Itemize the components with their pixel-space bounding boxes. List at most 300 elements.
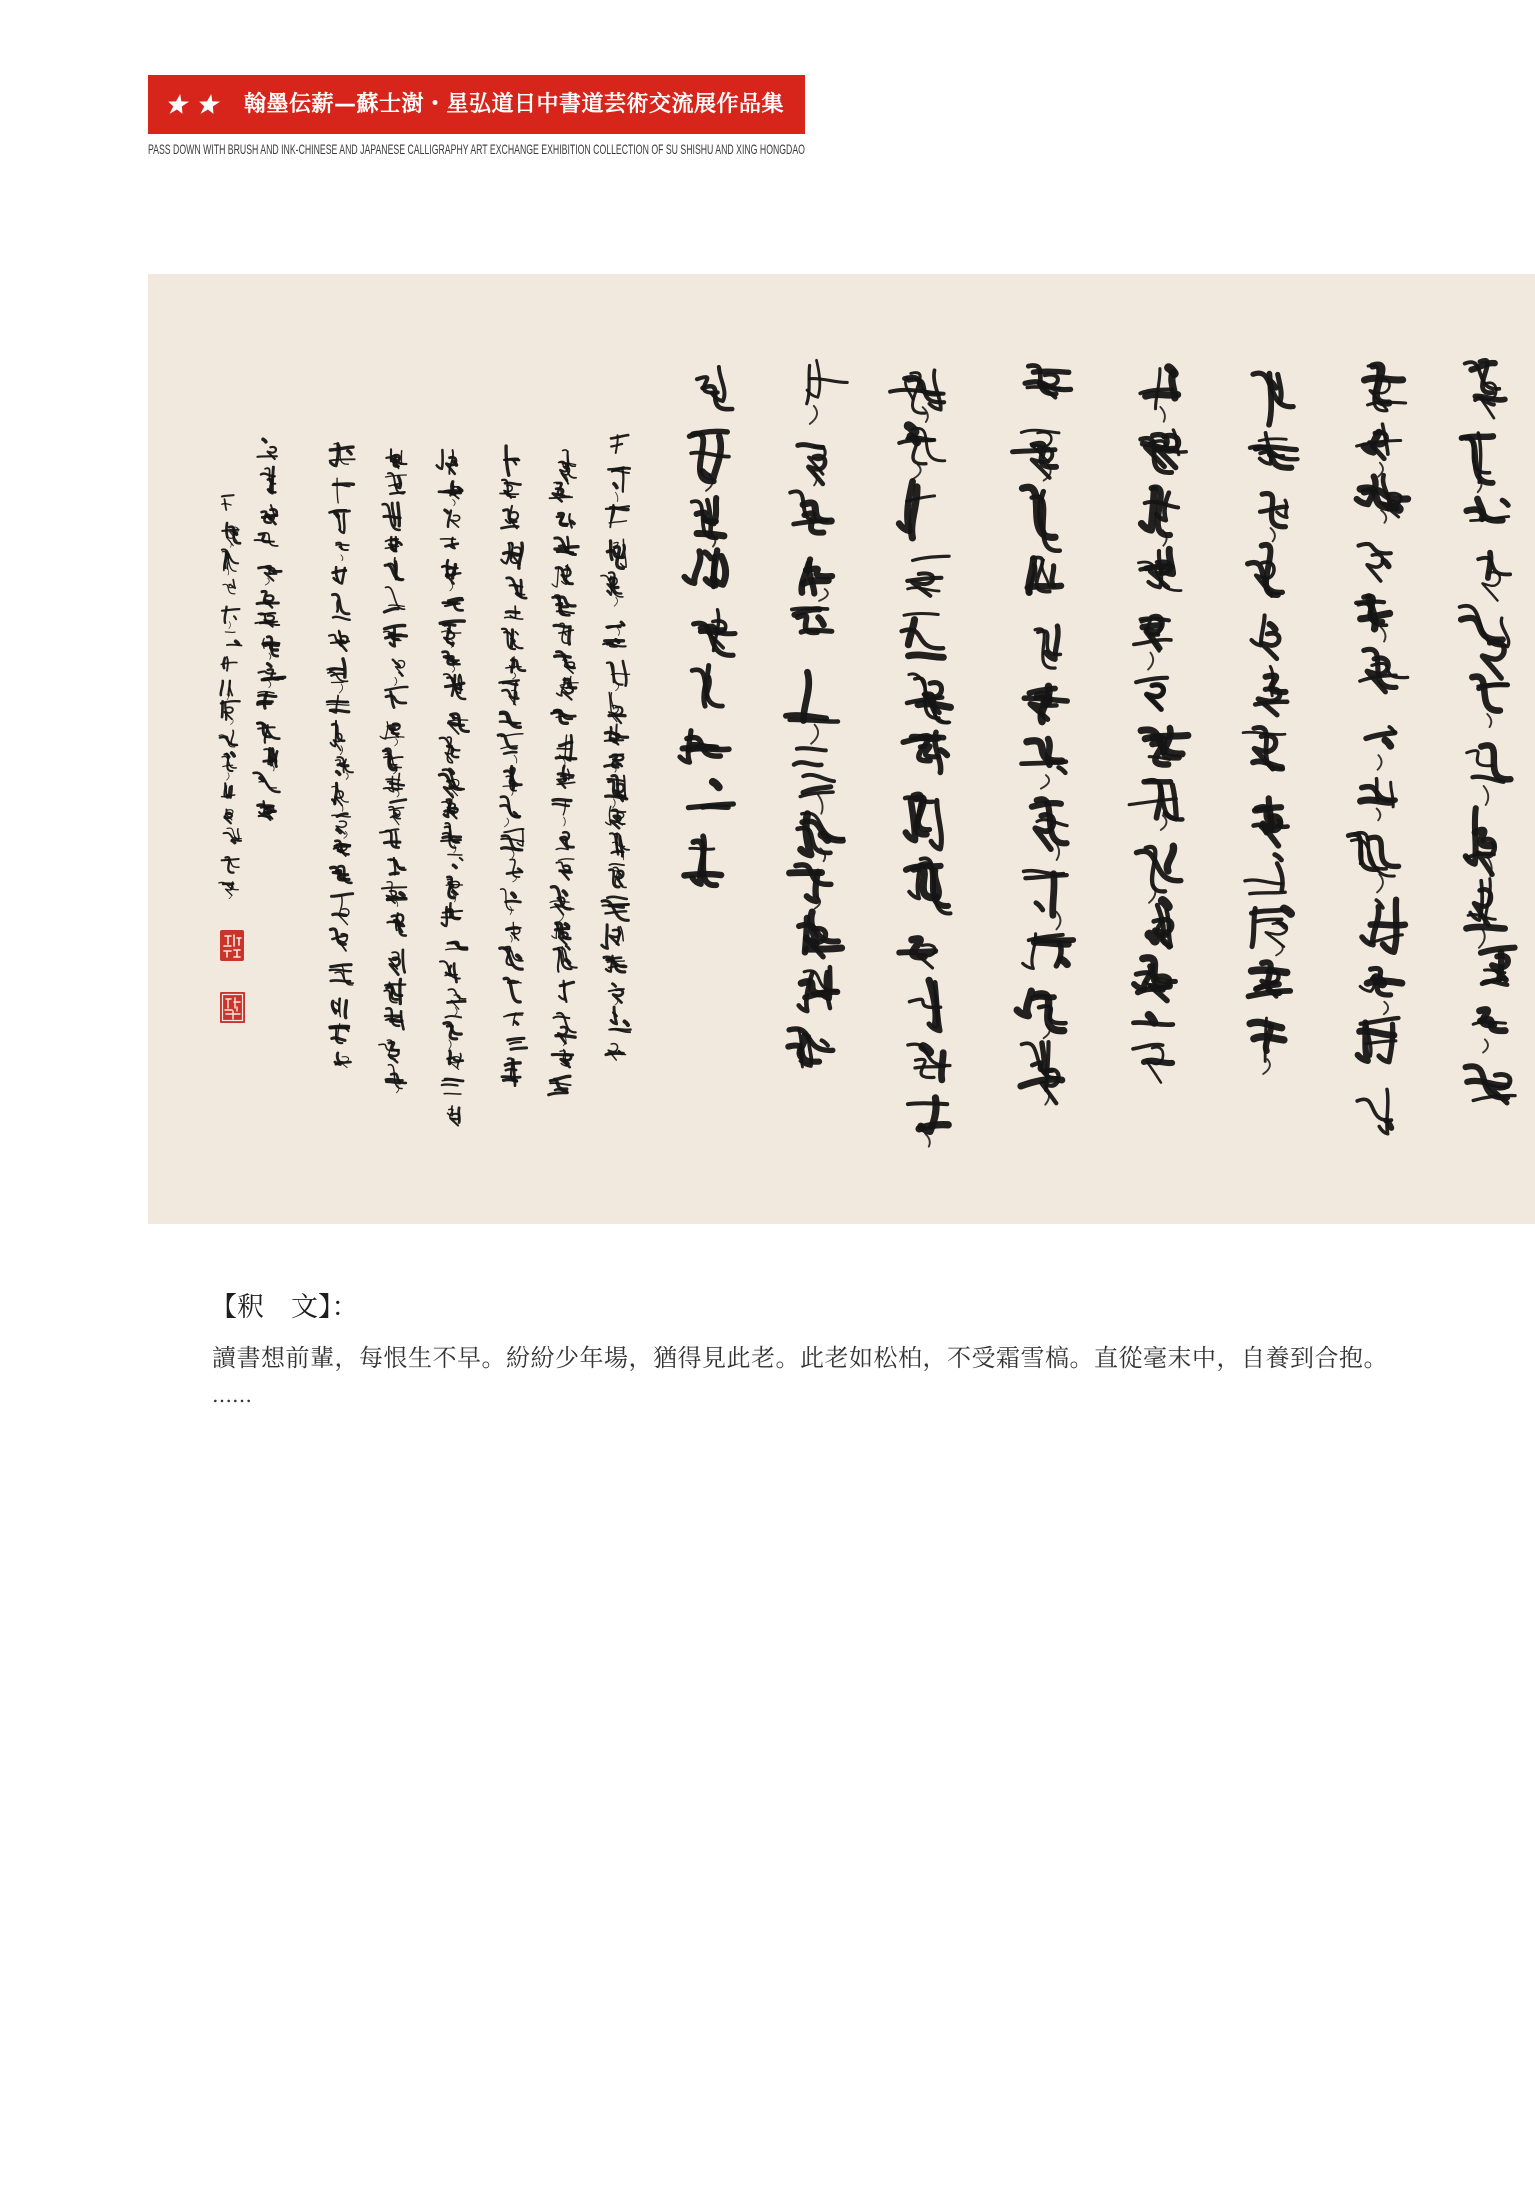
brush-stroke <box>339 896 342 916</box>
brush-stroke <box>265 578 269 585</box>
brush-stroke <box>260 778 263 781</box>
brush-stroke <box>386 779 400 780</box>
brush-stroke <box>1150 935 1155 941</box>
brush-stroke <box>449 1040 451 1049</box>
brush-stroke <box>713 782 719 787</box>
brush-stroke <box>507 872 522 874</box>
brush-stroke <box>906 800 915 841</box>
brush-stroke <box>510 1042 521 1044</box>
brush-stroke <box>345 1001 346 1018</box>
brush-stroke <box>391 692 394 708</box>
brush-stroke <box>602 925 608 949</box>
brush-stroke <box>268 664 271 667</box>
brush-stroke <box>232 580 236 589</box>
brush-stroke <box>563 891 566 895</box>
brush-stroke <box>445 544 458 547</box>
brush-stroke <box>786 715 826 718</box>
inscription-column <box>437 450 469 1126</box>
brush-stroke <box>617 628 619 636</box>
brush-stroke <box>272 765 274 771</box>
brush-stroke <box>327 704 349 705</box>
brush-stroke <box>348 451 351 454</box>
brush-stroke <box>385 984 405 985</box>
brush-stroke <box>614 484 617 488</box>
brush-stroke <box>445 975 457 976</box>
brush-stroke <box>442 1084 458 1085</box>
brush-stroke <box>504 752 516 754</box>
brush-stroke <box>330 710 349 712</box>
brush-stroke <box>223 658 224 668</box>
brush-stroke <box>560 742 572 745</box>
brush-stroke <box>605 732 627 737</box>
brush-stroke <box>397 663 400 666</box>
star-icon <box>165 94 191 115</box>
brush-stroke <box>222 504 231 505</box>
brush-stroke <box>558 774 573 776</box>
brush-stroke <box>683 747 717 748</box>
brush-stroke <box>685 551 701 583</box>
brush-stroke <box>819 589 828 601</box>
brush-stroke <box>1017 991 1031 1016</box>
brush-stroke <box>448 855 462 856</box>
brush-stroke <box>1270 624 1276 629</box>
brush-stroke <box>385 687 407 690</box>
brush-stroke <box>517 956 520 959</box>
brush-stroke <box>261 613 275 614</box>
brush-stroke <box>615 998 618 1005</box>
calligraphy-column <box>680 367 735 885</box>
brush-stroke <box>257 456 277 457</box>
header-subtitle-text: PASS DOWN WITH BRUSH AND INK-CHINESE AND JAPANESE CALLIGRAPHY ART EXCHANGE EXHIBITION COLLECTION OF SU SHISHU AND XING HONGDAO <box>148 141 805 157</box>
brush-stroke <box>913 556 950 560</box>
brush-stroke <box>549 1093 568 1095</box>
brush-stroke <box>1052 566 1054 586</box>
brush-stroke <box>1481 745 1510 779</box>
brush-stroke <box>610 904 629 905</box>
brush-stroke <box>553 799 571 800</box>
brush-stroke <box>1146 394 1178 396</box>
brush-stroke <box>453 499 455 505</box>
calligraphy-column <box>1348 365 1407 1134</box>
brush-stroke <box>258 701 273 702</box>
star-group <box>167 94 220 115</box>
brush-stroke <box>508 982 517 983</box>
brush-stroke <box>703 806 729 807</box>
brush-stroke <box>565 1061 568 1064</box>
brush-stroke <box>1361 800 1391 802</box>
brush-stroke <box>232 753 234 756</box>
brush-stroke <box>1023 487 1056 537</box>
brush-stroke <box>1483 1039 1488 1052</box>
brush-stroke <box>452 666 454 672</box>
brush-stroke <box>1167 846 1173 871</box>
brush-stroke <box>505 818 509 827</box>
brush-stroke <box>1133 1022 1173 1024</box>
brush-stroke <box>403 950 405 972</box>
inscription-column <box>254 439 285 820</box>
brush-stroke <box>558 1027 567 1043</box>
transcription-text: 讀書想前輩，每恨生不早。紛紛少年場，猶得見此老。此老如松柏，不受霜雪槁。直從毫末中，自養到合抱。 <box>212 1344 1388 1372</box>
brush-stroke <box>512 659 514 673</box>
brush-stroke <box>386 1082 400 1083</box>
brush-stroke <box>611 435 628 438</box>
brush-stroke <box>517 829 523 846</box>
brush-stroke <box>225 632 235 633</box>
brush-stroke <box>380 722 388 739</box>
brush-stroke <box>510 936 512 943</box>
brush-stroke <box>337 600 338 611</box>
brush-stroke <box>505 459 518 460</box>
brush-stroke <box>818 795 822 814</box>
brush-stroke <box>559 859 574 861</box>
brush-stroke <box>803 775 834 781</box>
brush-stroke <box>511 544 512 559</box>
brush-stroke <box>393 660 396 663</box>
brush-stroke <box>611 444 622 447</box>
brush-stroke <box>605 740 623 741</box>
brush-stroke <box>515 1022 518 1024</box>
brush-stroke <box>790 720 838 722</box>
brush-stroke <box>1056 912 1060 930</box>
brush-stroke <box>232 841 235 843</box>
brush-stroke <box>382 887 406 888</box>
calligraphy-column <box>1460 360 1516 1103</box>
calligraphy-column <box>1129 368 1188 1083</box>
brush-stroke <box>1046 1042 1048 1090</box>
brush-stroke <box>908 1103 947 1104</box>
brush-stroke <box>1361 613 1390 618</box>
brush-stroke <box>512 850 514 858</box>
brush-stroke <box>263 644 278 646</box>
inscription-column <box>601 435 631 1060</box>
brush-stroke <box>225 499 227 510</box>
brush-stroke <box>343 659 345 677</box>
brush-stroke <box>222 701 223 717</box>
brush-stroke <box>794 762 821 765</box>
brush-stroke <box>612 471 629 473</box>
brush-stroke <box>334 567 339 581</box>
brush-stroke <box>399 542 402 544</box>
brush-stroke <box>389 1050 399 1062</box>
brush-stroke <box>395 677 397 685</box>
brush-stroke <box>1243 732 1285 734</box>
brush-stroke <box>1169 368 1175 374</box>
brush-stroke <box>822 835 828 840</box>
brush-stroke <box>931 800 941 849</box>
brush-stroke <box>608 591 611 595</box>
brush-stroke <box>1271 528 1275 541</box>
brush-stroke <box>1027 741 1062 761</box>
brush-stroke <box>501 839 523 842</box>
brush-stroke <box>231 730 233 742</box>
brush-stroke <box>398 503 400 526</box>
brush-stroke <box>625 1022 628 1026</box>
brush-stroke <box>911 436 917 442</box>
brush-stroke <box>1367 554 1383 581</box>
brush-stroke <box>1479 929 1485 948</box>
brush-stroke <box>397 791 399 797</box>
brush-stroke <box>1502 500 1508 505</box>
brush-stroke <box>1359 544 1391 554</box>
brush-stroke <box>384 788 402 789</box>
brush-stroke <box>450 903 451 917</box>
brush-stroke <box>610 864 625 865</box>
header-banner <box>148 75 805 134</box>
calligraphy-column <box>786 360 847 1067</box>
brush-stroke <box>554 625 568 627</box>
star-icon <box>196 94 222 115</box>
brush-stroke <box>1261 633 1279 658</box>
brush-stroke <box>400 979 401 1003</box>
brush-stroke <box>1479 685 1508 689</box>
brush-stroke <box>384 609 398 612</box>
brush-stroke <box>607 897 627 899</box>
brush-stroke <box>1025 875 1066 878</box>
brush-stroke <box>705 552 711 558</box>
brush-stroke <box>616 492 618 501</box>
brush-stroke <box>335 1003 338 1005</box>
brush-stroke <box>225 704 226 720</box>
brush-stroke <box>388 1065 402 1089</box>
transcription-ellipsis: …… <box>212 1383 252 1407</box>
brush-stroke <box>606 806 611 825</box>
brush-stroke <box>511 1048 527 1049</box>
brush-stroke <box>1148 653 1153 670</box>
brush-stroke <box>1129 799 1176 805</box>
brush-stroke <box>1161 815 1167 830</box>
brush-stroke <box>227 773 230 780</box>
brush-stroke <box>454 845 456 853</box>
brush-stroke <box>226 523 227 537</box>
brush-stroke <box>332 800 335 803</box>
brush-stroke <box>346 773 348 779</box>
brush-stroke <box>269 681 271 688</box>
brush-stroke <box>460 858 463 860</box>
brush-stroke <box>263 439 266 442</box>
brush-stroke <box>1383 424 1388 454</box>
calligraphy-column <box>1013 365 1074 1104</box>
brush-stroke <box>331 980 350 981</box>
calligraphy-ink <box>148 274 1535 1224</box>
brush-stroke <box>236 641 239 644</box>
brush-stroke <box>552 567 559 587</box>
brush-stroke <box>1487 714 1491 727</box>
brush-stroke <box>558 950 560 972</box>
calligraphy-artwork <box>148 274 1535 1224</box>
brush-stroke <box>221 681 223 695</box>
brush-stroke <box>807 366 810 404</box>
brush-stroke <box>396 562 397 579</box>
brush-stroke <box>1245 880 1282 884</box>
inscription-column <box>327 444 355 1068</box>
brush-stroke <box>1484 786 1489 805</box>
brush-stroke <box>1270 666 1273 695</box>
brush-stroke <box>941 1053 943 1080</box>
brush-stroke <box>272 749 273 765</box>
brush-stroke <box>506 612 519 613</box>
brush-stroke <box>222 609 239 611</box>
transcription-heading: 【釈 文】： <box>210 1292 359 1323</box>
brush-stroke <box>1059 767 1066 772</box>
brush-stroke <box>552 1054 572 1055</box>
brush-stroke <box>1039 1006 1066 1023</box>
brush-stroke <box>1136 678 1167 682</box>
brush-stroke <box>505 617 523 619</box>
brush-stroke <box>899 951 935 953</box>
brush-stroke <box>1266 676 1286 693</box>
brush-stroke <box>337 830 340 833</box>
brush-stroke <box>391 800 406 803</box>
brush-stroke <box>395 739 398 746</box>
brush-stroke <box>450 583 453 591</box>
brush-stroke <box>1472 676 1500 710</box>
brush-stroke <box>1259 439 1286 441</box>
brush-stroke <box>622 545 625 557</box>
brush-stroke <box>1482 572 1500 600</box>
brush-stroke <box>259 695 276 697</box>
brush-stroke <box>1163 901 1168 907</box>
brush-stroke <box>513 673 516 679</box>
seal-stamp <box>220 930 244 961</box>
brush-stroke <box>448 989 465 999</box>
brush-stroke <box>1250 892 1285 894</box>
brush-stroke <box>1053 874 1054 916</box>
brush-stroke <box>336 544 349 545</box>
brush-stroke <box>264 678 283 679</box>
brush-stroke <box>550 1083 571 1085</box>
brush-stroke <box>333 594 350 614</box>
brush-stroke <box>556 848 568 849</box>
brush-stroke <box>1385 740 1390 746</box>
brush-stroke <box>439 492 461 493</box>
brush-stroke <box>1252 909 1255 947</box>
brush-stroke <box>566 924 569 927</box>
brush-stroke <box>508 1038 524 1040</box>
brush-stroke <box>451 515 460 527</box>
brush-stroke <box>1034 942 1068 944</box>
brush-stroke <box>227 645 242 646</box>
brush-stroke <box>919 1125 948 1129</box>
brush-stroke <box>622 469 623 491</box>
brush-stroke <box>450 770 453 774</box>
brush-stroke <box>563 800 565 815</box>
brush-stroke <box>332 1038 345 1041</box>
brush-stroke <box>810 378 848 382</box>
brush-stroke <box>803 580 828 583</box>
brush-stroke <box>446 1016 462 1017</box>
brush-stroke <box>514 755 517 763</box>
brush-stroke <box>330 447 353 450</box>
brush-stroke <box>608 468 623 470</box>
inscription-column <box>379 449 408 1093</box>
brush-stroke <box>909 655 944 657</box>
brush-stroke <box>225 607 227 623</box>
brush-stroke <box>229 622 231 629</box>
brush-stroke <box>1254 1037 1284 1040</box>
brush-stroke <box>1035 629 1055 668</box>
brush-stroke <box>1365 378 1403 380</box>
brush-stroke <box>810 406 817 424</box>
brush-stroke <box>819 618 824 625</box>
brush-stroke <box>797 748 826 750</box>
signature-column <box>219 495 242 899</box>
brush-stroke <box>1250 1022 1282 1027</box>
brush-stroke <box>506 901 521 902</box>
brush-stroke <box>441 840 461 841</box>
brush-stroke <box>1384 561 1389 567</box>
brush-stroke <box>258 703 271 704</box>
brush-stroke <box>1481 948 1515 953</box>
brush-stroke <box>554 1017 570 1019</box>
brush-stroke <box>257 603 278 604</box>
brush-stroke <box>1364 649 1396 687</box>
brush-stroke <box>401 893 404 896</box>
brush-stroke <box>820 848 825 861</box>
brush-stroke <box>1366 733 1395 739</box>
brush-stroke <box>571 521 574 523</box>
brush-stroke <box>504 1015 523 1017</box>
brush-stroke <box>614 597 617 606</box>
brush-stroke <box>1467 751 1493 766</box>
inscription-column <box>549 450 579 1095</box>
brush-stroke <box>623 661 626 686</box>
brush-stroke <box>560 982 573 986</box>
brush-stroke <box>1277 863 1282 890</box>
brush-stroke <box>1255 702 1287 705</box>
brush-stroke <box>1367 981 1402 983</box>
brush-stroke <box>455 1008 457 1016</box>
brush-stroke <box>502 1077 520 1078</box>
brush-stroke <box>335 1053 340 1064</box>
brush-stroke <box>1024 698 1067 701</box>
brush-stroke <box>442 1080 459 1081</box>
inscription-column <box>498 446 526 1086</box>
brush-stroke <box>923 1047 929 1052</box>
brush-stroke <box>386 696 406 703</box>
brush-stroke <box>1275 855 1282 860</box>
brush-stroke <box>553 804 569 806</box>
brush-stroke <box>1379 1089 1388 1133</box>
brush-stroke <box>443 837 461 838</box>
brush-stroke <box>327 701 348 702</box>
brush-stroke <box>567 537 568 551</box>
brush-stroke <box>1475 396 1505 400</box>
brush-stroke <box>384 842 400 843</box>
brush-stroke <box>225 783 226 796</box>
brush-stroke <box>703 386 733 409</box>
brush-stroke <box>564 817 566 826</box>
brush-stroke <box>557 748 571 749</box>
brush-stroke <box>437 450 443 469</box>
brush-stroke <box>811 725 818 744</box>
brush-stroke <box>396 832 397 847</box>
calligraphy-column <box>1243 373 1298 1074</box>
brush-stroke <box>913 465 921 480</box>
brush-stroke <box>1276 943 1283 956</box>
brush-stroke <box>1160 407 1165 422</box>
brush-stroke <box>445 510 448 513</box>
brush-stroke <box>1284 909 1291 914</box>
brush-stroke <box>613 984 616 987</box>
brush-stroke <box>386 475 407 477</box>
calligraphy-column <box>890 370 950 1146</box>
brush-stroke <box>1142 489 1155 530</box>
seal-stamp <box>220 992 245 1023</box>
brush-stroke <box>386 1079 403 1080</box>
brush-stroke <box>822 1040 828 1045</box>
brush-stroke <box>515 632 518 635</box>
brush-stroke <box>899 482 912 531</box>
